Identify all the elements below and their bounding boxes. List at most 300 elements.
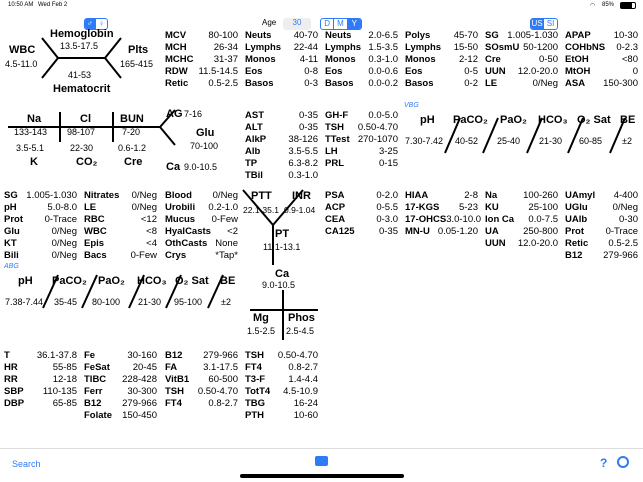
lab-name: Na <box>485 190 498 201</box>
lab-row[interactable] <box>405 226 478 238</box>
period-month[interactable]: M <box>334 19 347 29</box>
vbg-hco3-label[interactable]: HCO₃ <box>538 114 568 126</box>
lab-name: TotT4 <box>245 386 271 397</box>
glu-label[interactable]: Glu <box>196 127 215 139</box>
bun-label[interactable]: BUN <box>120 113 144 125</box>
abg-pao2-range: 80-100 <box>92 297 121 307</box>
lab-name: Prot <box>4 214 23 225</box>
lab-range: 4-400 <box>613 190 638 201</box>
lab-row[interactable] <box>485 42 558 54</box>
lab-name: B12 <box>165 350 183 361</box>
lab-range: 0.0-7.5 <box>528 214 558 225</box>
lab-name: RBC <box>84 214 105 225</box>
lab-range: 0-15 <box>378 158 398 169</box>
gear-icon[interactable] <box>617 456 629 468</box>
group-urine-lytes <box>485 190 558 250</box>
lab-name: VitB1 <box>165 374 190 385</box>
lab-row[interactable] <box>245 66 318 78</box>
lab-name: Ferr <box>84 386 103 397</box>
abg-ph-label[interactable]: pH <box>18 275 33 287</box>
lab-row[interactable] <box>565 78 638 90</box>
lab-name: 17-KGS <box>405 202 440 213</box>
lab-range: 0-35 <box>298 122 318 133</box>
lab-range: 20-45 <box>132 362 157 373</box>
lab-name: SOsmU <box>485 42 520 53</box>
lab-name: T3-F <box>245 374 266 385</box>
lab-range: 0/Neg <box>532 78 558 89</box>
lab-range: 110-135 <box>42 386 77 397</box>
group-urine-hormones <box>405 190 482 238</box>
lab-row[interactable] <box>325 54 398 66</box>
lab-name: MN-U <box>405 226 430 237</box>
lab-name: SG <box>4 190 18 201</box>
cre-range: 0.6-1.2 <box>118 143 147 153</box>
lab-row[interactable] <box>565 202 638 214</box>
lab-row[interactable] <box>245 122 318 134</box>
lab-row[interactable] <box>565 226 638 238</box>
lab-range: 0.5-2.5 <box>608 238 638 249</box>
lab-row[interactable] <box>485 226 558 238</box>
period-year[interactable]: Y <box>348 19 361 29</box>
lab-row[interactable] <box>245 78 318 90</box>
lab-name: MCH <box>165 42 187 53</box>
lab-name: Eos <box>245 66 263 77</box>
lab-row[interactable] <box>165 398 238 410</box>
group-ua-sediment <box>165 190 238 262</box>
abg-o2sat-label[interactable]: O₂ Sat <box>175 275 209 287</box>
lab-row[interactable] <box>325 202 398 214</box>
lab-name: Monos <box>405 54 436 65</box>
hct-label[interactable]: Hematocrit <box>53 83 111 95</box>
age-value[interactable]: 30 <box>292 18 302 27</box>
lab-name: Neuts <box>325 30 352 41</box>
lab-name: pH <box>4 202 17 213</box>
group-ua-micro <box>84 190 157 262</box>
lab-row[interactable] <box>325 134 398 146</box>
lab-range: 1.4-4.4 <box>288 374 318 385</box>
lab-name: Retic <box>165 78 189 89</box>
abg-be-label[interactable]: BE <box>220 275 236 287</box>
lab-range: <80 <box>621 54 638 65</box>
lab-row[interactable] <box>4 226 77 238</box>
lab-range: 12-18 <box>52 374 77 385</box>
lab-row[interactable] <box>325 122 398 134</box>
lab-row[interactable] <box>84 226 157 238</box>
ca-label[interactable]: Ca <box>166 161 181 173</box>
lab-row[interactable] <box>165 78 238 90</box>
lab-row[interactable] <box>84 250 157 262</box>
lab-range: 40-70 <box>293 30 318 41</box>
home-indicator <box>240 474 404 478</box>
lab-range: 0.50-4.70 <box>277 350 318 361</box>
lab-row[interactable] <box>485 66 558 78</box>
lab-row[interactable] <box>84 190 157 202</box>
lab-row[interactable] <box>165 214 238 226</box>
lab-row[interactable] <box>325 42 398 54</box>
group-thyroid <box>245 350 318 422</box>
lab-range: 1.005-1.030 <box>26 190 77 201</box>
lab-name: ASA <box>565 78 586 89</box>
lab-range: 0-8 <box>304 66 318 77</box>
lab-name: ALT <box>245 122 263 133</box>
lab-row[interactable] <box>325 146 398 158</box>
lab-row[interactable] <box>165 226 238 238</box>
ag-range: 7-16 <box>184 109 203 119</box>
lab-range: 31-37 <box>213 54 238 65</box>
lab-name: Folate <box>84 410 112 421</box>
lab-name: CA125 <box>325 226 355 237</box>
group-osm <box>485 30 558 90</box>
lab-row[interactable] <box>84 374 157 386</box>
lab-range: 150-300 <box>603 78 638 89</box>
lab-range: 100-260 <box>523 190 558 201</box>
lab-row[interactable] <box>165 190 238 202</box>
lab-range: 0-5.5 <box>376 202 398 213</box>
lab-row[interactable] <box>245 386 318 398</box>
abg-be-range: ±2 <box>221 297 231 307</box>
lab-row[interactable] <box>565 54 638 66</box>
lab-row[interactable] <box>165 350 238 362</box>
lab-range: 50-1200 <box>523 42 558 53</box>
lab-row[interactable] <box>565 30 638 42</box>
vbg-ph-label[interactable]: pH <box>420 114 435 126</box>
group-endocrine <box>325 110 398 170</box>
lab-row[interactable] <box>405 66 478 78</box>
female-icon[interactable]: ♀ <box>98 19 105 28</box>
lab-row[interactable] <box>84 202 157 214</box>
lab-name: B12 <box>565 250 583 261</box>
lab-name: FT4 <box>245 362 262 373</box>
lab-name: Mucus <box>165 214 196 225</box>
lab-row[interactable] <box>245 170 318 182</box>
lab-row[interactable] <box>165 202 238 214</box>
lab-name: KT <box>4 238 17 249</box>
lab-row[interactable] <box>485 30 558 42</box>
vbg-o2sat-label[interactable]: O₂ Sat <box>577 114 611 126</box>
lab-row[interactable] <box>84 238 157 250</box>
lab-row[interactable] <box>245 374 318 386</box>
lab-range: 0.5-2.5 <box>208 78 238 89</box>
lab-range: 0-2.0 <box>376 190 398 201</box>
wbc-label[interactable]: WBC <box>9 44 36 56</box>
lab-row[interactable] <box>485 214 558 226</box>
lab-name: COHbNS <box>565 42 606 53</box>
k-label[interactable]: K <box>30 156 38 168</box>
lab-name: UAmyl <box>565 190 596 201</box>
lab-range: 3-25 <box>378 146 398 157</box>
phos-label[interactable]: Phos <box>288 312 315 324</box>
group-diff-polys <box>405 30 478 90</box>
vbg-paco2-label[interactable]: PaCO₂ <box>453 114 488 126</box>
lab-range: *Tap* <box>215 250 238 261</box>
group-diff-percent <box>245 30 318 90</box>
lab-row[interactable] <box>245 158 318 170</box>
lab-row[interactable] <box>84 398 157 410</box>
lab-row[interactable] <box>565 190 638 202</box>
vbg-pao2-range: 25-40 <box>497 136 521 146</box>
lab-range: 0/Neg <box>612 202 638 213</box>
lab-range: 1.005-1.030 <box>507 30 558 41</box>
lab-row[interactable] <box>165 30 238 42</box>
lab-row[interactable] <box>4 202 77 214</box>
lab-row[interactable] <box>4 374 77 386</box>
lab-row[interactable] <box>245 410 318 422</box>
co2-label[interactable]: CO₂ <box>76 156 98 168</box>
bun-range: 7-20 <box>122 127 141 137</box>
lab-range: 0/Neg <box>131 190 157 201</box>
lab-row[interactable] <box>405 54 478 66</box>
lab-name: Lymphs <box>245 42 282 53</box>
lab-name: OthCasts <box>165 238 208 249</box>
lab-row[interactable] <box>325 30 398 42</box>
lab-row[interactable] <box>245 30 318 42</box>
lab-name: Urobili <box>165 202 196 213</box>
period-day[interactable]: D <box>321 19 334 29</box>
lab-name: Epis <box>84 238 105 249</box>
lab-range: 65-85 <box>52 398 77 409</box>
lab-name: KU <box>485 202 499 213</box>
lab-range: 279-966 <box>203 350 238 361</box>
ptt-range: 22.1-35.1 <box>243 205 279 215</box>
plts-label[interactable]: Plts <box>128 44 149 56</box>
lab-name: AST <box>245 110 264 121</box>
lab-name: ACP <box>325 202 346 213</box>
lab-range: 60-500 <box>208 374 238 385</box>
lab-row[interactable] <box>4 238 77 250</box>
lab-range: 0.2-1.0 <box>208 202 238 213</box>
lab-name: Crys <box>165 250 187 261</box>
lab-range: 12.0-20.0 <box>517 238 558 249</box>
abg-pao2-label[interactable]: PaO₂ <box>98 275 125 287</box>
lab-range: 2.0-6.5 <box>368 30 398 41</box>
lab-range: 2-12 <box>458 54 478 65</box>
lab-name: Alb <box>245 146 261 157</box>
lab-row[interactable] <box>565 42 638 54</box>
group-urine-misc <box>565 190 638 262</box>
lab-range: 0-50 <box>538 54 558 65</box>
lab-name: Monos <box>325 54 356 65</box>
lab-row[interactable] <box>84 410 157 422</box>
hgb-label[interactable]: Hemoglobin <box>50 28 114 40</box>
lab-row[interactable] <box>4 350 77 362</box>
lab-name: HR <box>4 362 18 373</box>
lab-row[interactable] <box>4 362 77 374</box>
lab-row[interactable] <box>165 42 238 54</box>
lab-name: FeSat <box>84 362 110 373</box>
lab-range: 0-35 <box>298 110 318 121</box>
lab-row[interactable] <box>485 54 558 66</box>
male-icon[interactable]: ♂ <box>85 19 96 29</box>
abg-paco2-range: 35-45 <box>54 297 78 307</box>
search-link[interactable]: Search <box>12 459 41 469</box>
cl-label[interactable]: Cl <box>80 113 91 125</box>
lab-range: 38-126 <box>288 134 318 145</box>
abg-hco3-label[interactable]: HCO₃ <box>137 275 167 287</box>
lab-row[interactable] <box>84 214 157 226</box>
glu-range: 70-100 <box>190 141 219 151</box>
na-label[interactable]: Na <box>27 113 42 125</box>
lab-row[interactable] <box>245 134 318 146</box>
lab-row[interactable] <box>245 54 318 66</box>
battery-percent: 85% <box>602 2 615 8</box>
lab-name: LH <box>325 146 338 157</box>
lab-row[interactable] <box>165 238 238 250</box>
lab-row[interactable] <box>245 42 318 54</box>
lab-name: PRL <box>325 158 344 169</box>
lab-row[interactable] <box>565 238 638 250</box>
lab-row[interactable] <box>325 190 398 202</box>
na-range: 133-143 <box>14 127 48 137</box>
lab-row[interactable] <box>405 214 482 226</box>
co2-range: 22-30 <box>70 143 94 153</box>
abg-paco2-label[interactable]: PaCO₂ <box>52 275 87 287</box>
vbg-be-label[interactable]: BE <box>620 114 636 126</box>
lab-row[interactable] <box>245 146 318 158</box>
lab-range: 80-100 <box>208 30 238 41</box>
lab-row[interactable] <box>405 42 478 54</box>
lab-row[interactable] <box>4 190 77 202</box>
lab-row[interactable] <box>84 362 157 374</box>
lab-row[interactable] <box>245 350 318 362</box>
ag-label[interactable]: AG <box>166 108 183 120</box>
lab-range: None <box>215 238 238 249</box>
lab-name: DBP <box>4 398 25 409</box>
lab-name: LE <box>84 202 97 213</box>
lab-name: UUN <box>485 66 506 77</box>
lab-row[interactable] <box>565 250 638 262</box>
lab-row[interactable] <box>245 398 318 410</box>
group-cbc-indices <box>165 30 238 90</box>
group-liver <box>245 110 318 182</box>
lab-row[interactable] <box>485 190 558 202</box>
pt-label[interactable]: PT <box>275 228 290 240</box>
lab-row[interactable] <box>325 226 398 238</box>
lab-name: Nitrates <box>84 190 120 201</box>
units-us[interactable]: US <box>531 19 543 28</box>
lab-name: TBG <box>245 398 266 409</box>
lab-row[interactable] <box>84 386 157 398</box>
lab-range: 250-800 <box>523 226 558 237</box>
lab-range: 0/Neg <box>51 238 77 249</box>
lab-row[interactable] <box>405 78 478 90</box>
plts-range: 165-415 <box>120 59 154 69</box>
bottom-bar <box>0 448 643 482</box>
lab-range: 270-1070 <box>357 134 398 145</box>
vbg-be-range: ±2 <box>622 136 632 146</box>
lab-row[interactable] <box>485 202 558 214</box>
lab-row[interactable] <box>565 66 638 78</box>
lab-row[interactable] <box>325 158 398 170</box>
folder-icon[interactable] <box>315 456 328 466</box>
lab-name: FT4 <box>165 398 182 409</box>
lab-row[interactable] <box>245 362 318 374</box>
inr-label[interactable]: INR <box>292 190 311 202</box>
lab-row[interactable] <box>405 190 478 202</box>
lab-range: 0-30 <box>618 214 638 225</box>
lab-range: 30-300 <box>127 386 157 397</box>
lab-row[interactable] <box>4 214 77 226</box>
lab-name: Eos <box>325 66 343 77</box>
lab-name: TBil <box>245 170 263 181</box>
lab-row[interactable] <box>245 110 318 122</box>
lab-range: 45-70 <box>453 30 478 41</box>
lab-row[interactable] <box>165 362 238 374</box>
lab-row[interactable] <box>165 54 238 66</box>
vbg-pao2-label[interactable]: PaO₂ <box>500 114 527 126</box>
wbc-range: 4.5-11.0 <box>5 59 38 69</box>
lab-row[interactable] <box>325 110 398 122</box>
lab-row[interactable] <box>325 66 398 78</box>
lab-range: 3.0-10.0 <box>446 214 482 225</box>
lab-name: SG <box>485 30 499 41</box>
lab-range: 4-11 <box>299 54 318 65</box>
lab-range: 0/Neg <box>51 226 77 237</box>
lab-range: 0.50-4.70 <box>197 386 238 397</box>
vbg-paco2-range: 40-52 <box>455 136 479 146</box>
lab-range: 0-Trace <box>44 214 77 225</box>
lab-range: 0-3 <box>304 78 318 89</box>
lab-range: 0.0-0.6 <box>368 66 398 77</box>
lab-row[interactable] <box>405 202 478 214</box>
lab-range: 10-60 <box>293 410 318 421</box>
lab-row[interactable] <box>485 78 558 90</box>
lab-range: 0.8-2.7 <box>208 398 238 409</box>
lab-row[interactable] <box>165 374 238 386</box>
help-icon[interactable]: ? <box>600 456 608 470</box>
group-vitamins <box>165 350 238 410</box>
lab-row[interactable] <box>485 238 558 250</box>
wifi-icon: ◠ <box>590 3 596 9</box>
lab-name: TTest <box>325 134 350 145</box>
lab-row[interactable] <box>165 386 238 398</box>
lab-range: 279-966 <box>603 250 638 261</box>
lab-row[interactable] <box>165 66 238 78</box>
lab-row[interactable] <box>4 250 77 262</box>
lab-row[interactable] <box>4 398 77 410</box>
cre-label[interactable]: Cre <box>124 156 143 168</box>
lab-name: Polys <box>405 30 431 41</box>
ptt-label[interactable]: PTT <box>251 190 272 202</box>
lab-row[interactable] <box>565 214 638 226</box>
lab-row[interactable] <box>325 214 398 226</box>
pt-range: 11.1-13.1 <box>263 242 301 252</box>
lab-row[interactable] <box>165 250 238 262</box>
lab-name: Neuts <box>245 30 272 41</box>
lab-row[interactable] <box>325 78 398 90</box>
lab-name: MtOH <box>565 66 591 77</box>
lab-name: TIBC <box>84 374 107 385</box>
mg-label[interactable]: Mg <box>253 312 269 324</box>
lab-range: 2-8 <box>464 190 478 201</box>
lab-row[interactable] <box>4 386 77 398</box>
age-label: Age <box>262 18 277 27</box>
lab-name: 17-OHCS <box>405 214 447 225</box>
units-si[interactable]: SI <box>546 19 555 28</box>
lab-range: 0.3-1.0 <box>288 170 318 181</box>
lab-range: <2 <box>227 226 238 237</box>
abg-o2sat-range: 95-100 <box>174 297 203 307</box>
mg-range: 1.5-2.5 <box>247 326 276 336</box>
lab-row[interactable] <box>405 30 478 42</box>
lab-name: APAP <box>565 30 591 41</box>
abg-title: ABG <box>4 263 19 270</box>
lab-row[interactable] <box>84 350 157 362</box>
lab-name: Glu <box>4 226 20 237</box>
cl-range: 98-107 <box>67 127 96 137</box>
lab-name: HyalCasts <box>165 226 211 237</box>
ca2-label[interactable]: Ca <box>275 268 290 280</box>
lab-name: TSH <box>245 350 264 361</box>
